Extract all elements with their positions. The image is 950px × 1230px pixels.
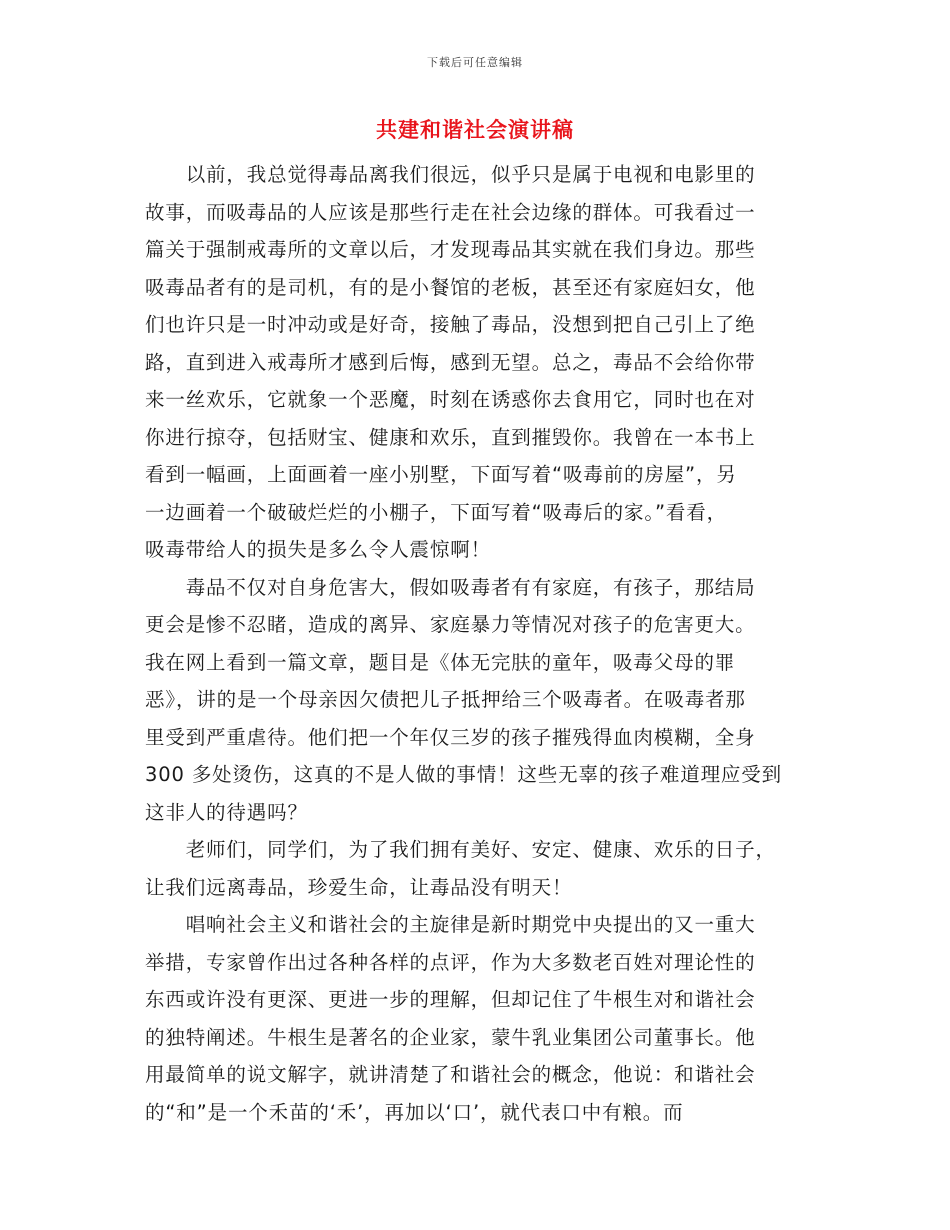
body-line: 来一丝欢乐，它就象一个恶魔，时刻在诱惑你去食用它，同时也在对 (145, 388, 756, 411)
body-line: 篇关于强制戒毒所的文章以后，才发现毒品其实就在我们身边。那些 (145, 238, 756, 261)
body-line: 举措，专家曾作出过各种各样的点评，作为大多数老百姓对理论性的 (145, 950, 756, 974)
body-line: 吸毒带给人的损失是多么令人震惊啊！ (145, 538, 491, 561)
body-line: 路，直到进入戒毒所才感到后悔，感到无望。总之，毒品不会给你带 (145, 350, 756, 374)
body-line: 看到一幅画，上面画着一座小别墅，下面写着“吸毒前的房屋”，另 (145, 463, 737, 486)
body-line: 更会是惨不忍睹，造成的离异、家庭暴力等情况对孩子的危害更大。 (145, 613, 756, 636)
body-text (145, 156, 810, 1131)
body-line: 300 多处烫伤，这真的不是人做的事情！这些无辜的孩子难道理应受到 (145, 763, 782, 786)
body-line: 以前，我总觉得毒品离我们很远，似乎只是属于电视和电影里的 (145, 163, 756, 186)
body-line: 恶》，讲的是一个母亲因欠债把儿子抵押给三个吸毒者。在吸毒者那 (145, 688, 746, 711)
header-note: 下载后可任意编辑 (427, 56, 523, 69)
body-line: 里受到严重虐待。他们把一个年仅三岁的孩子摧残得血肉模糊，全身 (145, 725, 756, 749)
body-line: 的“和”是一个禾苗的‘禾’，再加以‘口’，就代表口中有粮。而 (145, 1100, 684, 1124)
body-line: 一边画着一个破破烂烂的小棚子，下面写着“吸毒后的家。”看看， (145, 500, 727, 524)
body-line: 东西或许没有更深、更进一步的理解，但却记住了牛根生对和谐社会 (145, 988, 756, 1011)
body-line: 吸毒品者有的是司机，有的是小餐馆的老板，甚至还有家庭妇女，他 (145, 275, 756, 299)
body-line: 们也许只是一时冲动或是好奇，接触了毒品，没想到把自己引上了绝 (145, 313, 756, 336)
body-line: 这非人的待遇吗？ (145, 800, 308, 824)
body-line: 用最简单的说文解字，就讲清楚了和谐社会的概念，他说：和谐社会 (145, 1063, 756, 1086)
body-line: 毒品不仅对自身危害大，假如吸毒者有有家庭，有孩子，那结局 (145, 575, 756, 599)
body-line: 的独特阐述。牛根生是著名的企业家，蒙牛乳业集团公司董事长。他 (145, 1025, 756, 1049)
body-line: 老师们，同学们，为了我们拥有美好、安定、健康、欢乐的日子， (145, 838, 776, 861)
body-line: 我在网上看到一篇文章，题目是《体无完肤的童年，吸毒父母的罪 (145, 650, 736, 674)
body-line: 故事，而吸毒品的人应该是那些行走在社会边缘的群体。可我看过一 (145, 200, 756, 224)
page-title: 共建和谐社会演讲稿 (376, 118, 574, 142)
body-line: 让我们远离毒品，珍爱生命，让毒品没有明天！ (145, 875, 573, 899)
body-line: 唱响社会主义和谐社会的主旋律是新时期党中央提出的又一重大 (145, 913, 756, 936)
body-line: 你进行掠夺，包括财宝、健康和欢乐，直到摧毁你。我曾在一本书上 (145, 425, 756, 449)
